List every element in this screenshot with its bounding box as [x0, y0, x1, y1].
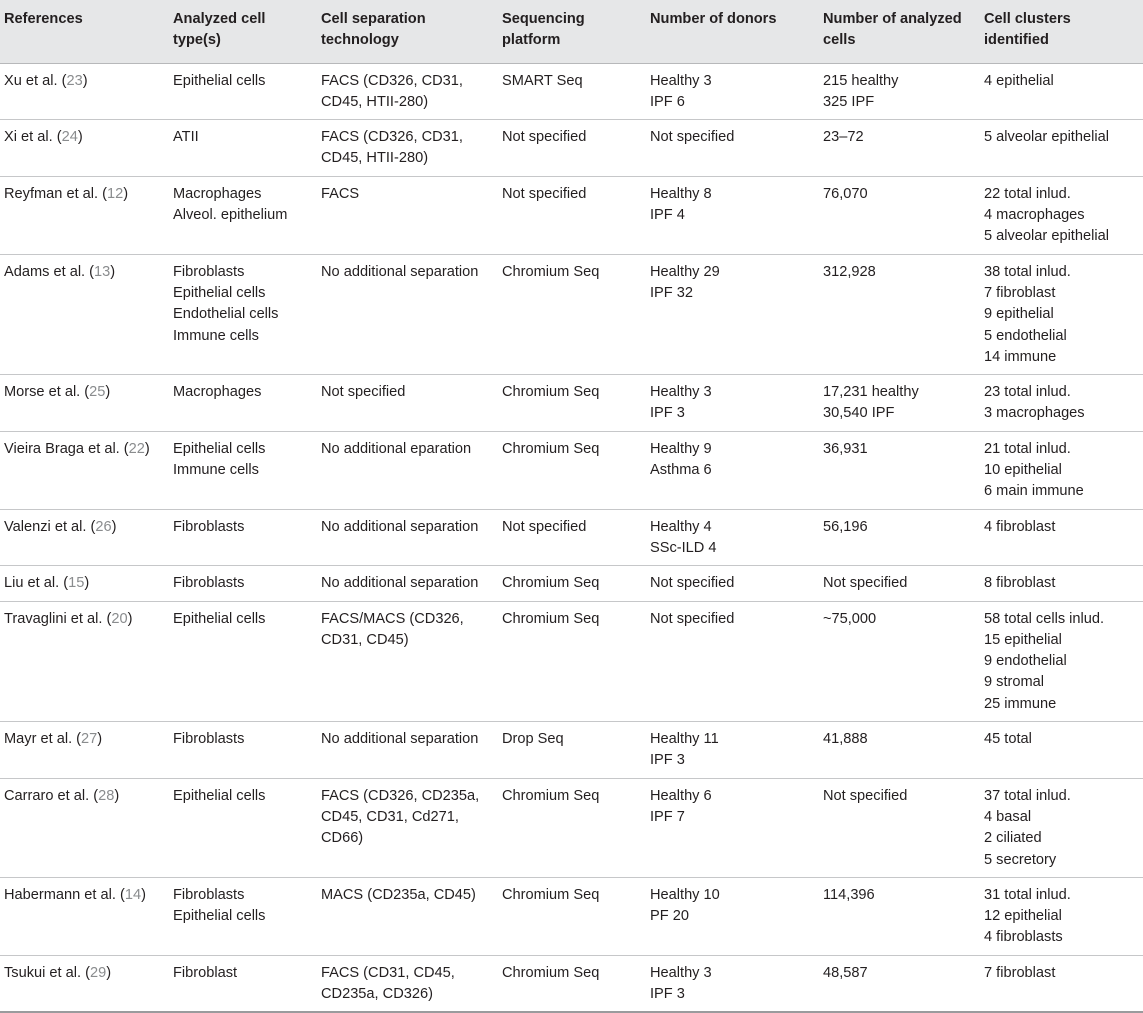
platform-cell: Chromium Seq — [498, 601, 646, 721]
table-body — [0, 63, 1143, 1012]
reference-close: ) — [77, 129, 83, 146]
clusters-line: 58 total cells inlud. — [984, 610, 1105, 627]
cell-type-cell — [169, 120, 317, 177]
donors-cell — [646, 601, 819, 721]
donors-line: Healthy 11 — [650, 731, 719, 748]
clusters-line: 7 fibroblast — [984, 284, 1056, 301]
cell-type-cell — [169, 254, 317, 374]
header-clusters: Cell clusters identified — [980, 0, 1143, 63]
donors-cell — [646, 566, 819, 601]
table-row — [0, 955, 1143, 1012]
separation-cell: No additional separation — [317, 722, 498, 779]
clusters-cell — [980, 566, 1143, 601]
donors-cell — [646, 176, 819, 254]
analyzed-cells-line: 56,196 — [823, 518, 868, 535]
clusters-line: 37 total inlud. — [984, 787, 1071, 804]
cell-type-line: Epithelial cells — [173, 610, 266, 627]
platform-cell: Chromium Seq — [498, 375, 646, 432]
analyzed-cells-line: 114,396 — [823, 886, 875, 903]
header-separation: Cell separation technology — [317, 0, 498, 63]
donors-cell — [646, 778, 819, 877]
donors-cell — [646, 431, 819, 509]
clusters-line: 31 total inlud. — [984, 886, 1071, 903]
clusters-line: 45 total — [984, 731, 1032, 748]
clusters-line: 3 macrophages — [984, 405, 1085, 422]
reference-author: Xu et al. ( — [4, 72, 67, 89]
cell-type-line: Fibroblast — [173, 964, 238, 981]
reference-cell — [0, 176, 169, 254]
platform-cell: Chromium Seq — [498, 778, 646, 877]
separation-cell: MACS (CD235a, CD45) — [317, 877, 498, 955]
cell-type-cell — [169, 63, 317, 120]
cell-type-line: Fibroblasts — [173, 518, 245, 535]
reference-author: Travaglini et al. ( — [4, 610, 112, 627]
analyzed-cells-cell — [819, 722, 980, 779]
table-row — [0, 254, 1143, 374]
clusters-line: 5 alveolar epithelial — [984, 228, 1109, 245]
separation-cell: FACS (CD326, CD31, CD45, HTII-280) — [317, 120, 498, 177]
reference-author: Morse et al. ( — [4, 384, 90, 401]
cell-type-cell — [169, 955, 317, 1012]
cell-type-line: Immune cells — [173, 327, 259, 344]
reference-number-link[interactable]: 22 — [128, 440, 145, 457]
clusters-line: 9 endothelial — [984, 653, 1067, 670]
header-donors: Number of donors — [646, 0, 819, 63]
reference-cell — [0, 778, 169, 877]
donors-line: Healthy 29 — [650, 263, 720, 280]
clusters-line: 4 basal — [984, 808, 1032, 825]
reference-close: ) — [123, 185, 129, 202]
analyzed-cells-line: 41,888 — [823, 731, 868, 748]
separation-cell: FACS (CD326, CD31, CD45, HTII-280) — [317, 63, 498, 120]
donors-line: IPF 32 — [650, 284, 693, 301]
separation-cell: No additional eparation — [317, 431, 498, 509]
donors-line: Healthy 3 — [650, 72, 712, 89]
reference-close: ) — [82, 72, 88, 89]
clusters-line: 9 stromal — [984, 674, 1045, 691]
clusters-cell — [980, 63, 1143, 120]
reference-close: ) — [111, 518, 117, 535]
reference-number-link[interactable]: 15 — [68, 575, 85, 592]
separation-cell: No additional separation — [317, 566, 498, 601]
clusters-line: 22 total inlud. — [984, 185, 1071, 202]
separation-cell: FACS/MACS (CD326, CD31, CD45) — [317, 601, 498, 721]
cell-type-cell — [169, 176, 317, 254]
reference-author: Reyfman et al. ( — [4, 185, 108, 202]
clusters-line: 4 fibroblasts — [984, 929, 1063, 946]
reference-number-link[interactable]: 14 — [124, 886, 142, 903]
clusters-cell — [980, 254, 1143, 374]
separation-cell: No additional separation — [317, 254, 498, 374]
reference-cell — [0, 955, 169, 1012]
platform-cell: Chromium Seq — [498, 955, 646, 1012]
table-row — [0, 778, 1143, 877]
reference-cell — [0, 431, 169, 509]
analyzed-cells-cell — [819, 877, 980, 955]
analyzed-cells-line: Not specified — [823, 575, 908, 592]
reference-close: ) — [97, 731, 103, 748]
reference-close: ) — [106, 964, 112, 981]
table-row — [0, 176, 1143, 254]
separation-cell: FACS (CD326, CD235a, CD45, CD31, Cd271, CD66) — [317, 778, 498, 877]
header-references: References — [0, 0, 169, 63]
analyzed-cells-line: 325 IPF — [823, 93, 875, 110]
platform-cell: Chromium Seq — [498, 431, 646, 509]
clusters-line: 23 total inlud. — [984, 384, 1071, 401]
clusters-line: 8 fibroblast — [984, 575, 1056, 592]
donors-cell — [646, 63, 819, 120]
reference-author: Vieira Braga et al. ( — [4, 440, 129, 457]
analyzed-cells-cell — [819, 176, 980, 254]
cell-type-line: Alveol. epithelium — [173, 207, 288, 224]
clusters-cell — [980, 955, 1143, 1012]
analyzed-cells-cell — [819, 375, 980, 432]
reference-close: ) — [127, 610, 133, 627]
clusters-cell — [980, 431, 1143, 509]
clusters-line: 4 fibroblast — [984, 518, 1056, 535]
separation-cell: Not specified — [317, 375, 498, 432]
analyzed-cells-cell — [819, 778, 980, 877]
reference-close: ) — [84, 575, 90, 592]
cell-type-cell — [169, 509, 317, 566]
cell-type-line: Endothelial cells — [173, 306, 279, 323]
clusters-line: 5 endothelial — [984, 327, 1067, 344]
reference-cell — [0, 722, 169, 779]
table-row — [0, 120, 1143, 177]
donors-cell — [646, 120, 819, 177]
reference-author: Tsukui et al. ( — [4, 964, 90, 981]
clusters-line: 7 fibroblast — [984, 964, 1056, 981]
reference-cell — [0, 566, 169, 601]
donors-line: IPF 3 — [650, 985, 685, 1002]
clusters-cell — [980, 120, 1143, 177]
clusters-cell — [980, 601, 1143, 721]
separation-cell: No additional separation — [317, 509, 498, 566]
reference-close: ) — [110, 263, 116, 280]
reference-number-link[interactable]: 26 — [95, 518, 112, 535]
analyzed-cells-cell — [819, 63, 980, 120]
cell-type-cell — [169, 778, 317, 877]
table-row — [0, 63, 1143, 120]
clusters-line: 9 epithelial — [984, 306, 1054, 323]
separation-cell: FACS (CD31, CD45, CD235a, CD326) — [317, 955, 498, 1012]
analyzed-cells-line: Not specified — [823, 787, 908, 804]
cell-type-line: Epithelial cells — [173, 72, 266, 89]
donors-line: SSc-ILD 4 — [650, 539, 717, 556]
clusters-line: 10 epithelial — [984, 462, 1062, 479]
cell-type-line: Fibroblasts — [173, 263, 245, 280]
clusters-line: 25 immune — [984, 695, 1057, 712]
donors-line: Healthy 10 — [650, 886, 720, 903]
reference-author: Valenzi et al. ( — [4, 518, 96, 535]
cell-type-line: Macrophages — [173, 384, 262, 401]
clusters-line: 6 main immune — [984, 483, 1084, 500]
table-row — [0, 566, 1143, 601]
analyzed-cells-line: 76,070 — [823, 185, 868, 202]
cell-type-line: Fibroblasts — [173, 886, 245, 903]
donors-line: Healthy 4 — [650, 518, 712, 535]
reference-close: ) — [105, 384, 111, 401]
header-platform: Sequencing platform — [498, 0, 646, 63]
reference-number-link[interactable]: 29 — [89, 964, 107, 981]
donors-line: IPF 4 — [650, 207, 685, 224]
analyzed-cells-line: 17,231 healthy — [823, 384, 919, 401]
donors-line: Healthy 8 — [650, 185, 712, 202]
clusters-line: 38 total inlud. — [984, 263, 1071, 280]
table-row — [0, 431, 1143, 509]
donors-line: IPF 3 — [650, 752, 685, 769]
analyzed-cells-cell — [819, 509, 980, 566]
donors-cell — [646, 722, 819, 779]
analyzed-cells-cell — [819, 431, 980, 509]
reference-author: Adams et al. ( — [4, 263, 95, 280]
donors-line: IPF 6 — [650, 93, 685, 110]
analyzed-cells-cell — [819, 254, 980, 374]
clusters-line: 15 epithelial — [984, 631, 1062, 648]
header-cells: Number of analyzed cells — [819, 0, 980, 63]
platform-cell: Chromium Seq — [498, 566, 646, 601]
platform-cell: SMART Seq — [498, 63, 646, 120]
cell-type-line: Immune cells — [173, 462, 259, 479]
donors-cell — [646, 375, 819, 432]
reference-number-link[interactable]: 23 — [66, 72, 83, 89]
table-row — [0, 722, 1143, 779]
reference-cell — [0, 254, 169, 374]
reference-number-link[interactable]: 28 — [98, 787, 115, 804]
analyzed-cells-line: 30,540 IPF — [823, 405, 895, 422]
platform-cell: Chromium Seq — [498, 254, 646, 374]
reference-number-link[interactable]: 13 — [94, 263, 111, 280]
table-row — [0, 601, 1143, 721]
reference-cell — [0, 877, 169, 955]
donors-line: Not specified — [650, 575, 735, 592]
reference-author: Mayr et al. ( — [4, 731, 82, 748]
clusters-cell — [980, 509, 1143, 566]
clusters-line: 21 total inlud. — [984, 440, 1071, 457]
analyzed-cells-line: 312,928 — [823, 263, 876, 280]
cell-type-line: ATII — [173, 129, 199, 146]
clusters-cell — [980, 722, 1143, 779]
clusters-line: 14 immune — [984, 348, 1057, 365]
reference-number-link[interactable]: 24 — [61, 129, 78, 146]
analyzed-cells-line: 48,587 — [823, 964, 868, 981]
analyzed-cells-cell — [819, 566, 980, 601]
donors-line: PF 20 — [650, 908, 689, 925]
analyzed-cells-line: 36,931 — [823, 440, 868, 457]
reference-cell — [0, 601, 169, 721]
reference-cell — [0, 120, 169, 177]
reference-close: ) — [141, 886, 146, 903]
analyzed-cells-line: ~75,000 — [823, 610, 877, 627]
table-row — [0, 509, 1143, 566]
cell-type-line: Epithelial cells — [173, 440, 266, 457]
reference-cell — [0, 63, 169, 120]
analyzed-cells-cell — [819, 120, 980, 177]
separation-cell: FACS — [317, 176, 498, 254]
platform-cell: Not specified — [498, 176, 646, 254]
table-row — [0, 375, 1143, 432]
cell-type-line: Epithelial cells — [173, 284, 266, 301]
clusters-cell — [980, 375, 1143, 432]
clusters-line: 4 epithelial — [984, 72, 1054, 89]
analyzed-cells-line: 23–72 — [823, 129, 864, 146]
cell-type-cell — [169, 722, 317, 779]
reference-number-link[interactable]: 12 — [107, 185, 124, 202]
donors-line: Not specified — [650, 129, 735, 146]
reference-close: ) — [114, 787, 120, 804]
cell-type-line: Macrophages — [173, 185, 262, 202]
reference-close: ) — [144, 440, 150, 457]
reference-number-link[interactable]: 20 — [111, 610, 128, 627]
donors-line: Healthy 6 — [650, 787, 712, 804]
donors-line: Asthma 6 — [650, 462, 712, 479]
analyzed-cells-cell — [819, 601, 980, 721]
header-row — [0, 0, 1143, 63]
reference-number-link[interactable]: 27 — [81, 731, 98, 748]
table-row — [0, 877, 1143, 955]
platform-cell: Not specified — [498, 120, 646, 177]
cell-type-line: Epithelial cells — [173, 908, 266, 925]
donors-line: Healthy 3 — [650, 384, 712, 401]
donors-cell — [646, 955, 819, 1012]
cell-type-cell — [169, 375, 317, 432]
cell-type-cell — [169, 601, 317, 721]
clusters-cell — [980, 877, 1143, 955]
clusters-line: 5 alveolar epithelial — [984, 129, 1109, 146]
reference-cell — [0, 509, 169, 566]
clusters-line: 5 secretory — [984, 851, 1057, 868]
cell-type-cell — [169, 566, 317, 601]
donors-cell — [646, 509, 819, 566]
reference-cell — [0, 375, 169, 432]
donors-line: IPF 3 — [650, 405, 685, 422]
donors-line: IPF 7 — [650, 808, 685, 825]
cell-type-cell — [169, 431, 317, 509]
platform-cell: Chromium Seq — [498, 877, 646, 955]
header-cell-types: Analyzed cell type(s) — [169, 0, 317, 63]
reference-number-link[interactable]: 25 — [89, 384, 106, 401]
donors-line: Not specified — [650, 610, 735, 627]
reference-author: Carraro et al. ( — [4, 787, 99, 804]
clusters-cell — [980, 176, 1143, 254]
platform-cell: Drop Seq — [498, 722, 646, 779]
donors-cell — [646, 254, 819, 374]
analyzed-cells-line: 215 healthy — [823, 72, 899, 89]
donors-line: Healthy 3 — [650, 964, 712, 981]
donors-cell — [646, 877, 819, 955]
platform-cell: Not specified — [498, 509, 646, 566]
analyzed-cells-cell — [819, 955, 980, 1012]
cell-type-line: Fibroblasts — [173, 575, 245, 592]
cell-type-line: Epithelial cells — [173, 787, 266, 804]
reference-author: Habermann et al. ( — [4, 886, 125, 903]
donors-line: Healthy 9 — [650, 440, 712, 457]
clusters-line: 2 ciliated — [984, 830, 1042, 847]
clusters-cell — [980, 778, 1143, 877]
clusters-line: 4 macrophages — [984, 207, 1085, 224]
cell-type-line: Fibroblasts — [173, 731, 245, 748]
reference-author: Xi et al. ( — [4, 129, 62, 146]
cell-type-cell — [169, 877, 317, 955]
clusters-line: 12 epithelial — [984, 908, 1062, 925]
reference-author: Liu et al. ( — [4, 575, 69, 592]
